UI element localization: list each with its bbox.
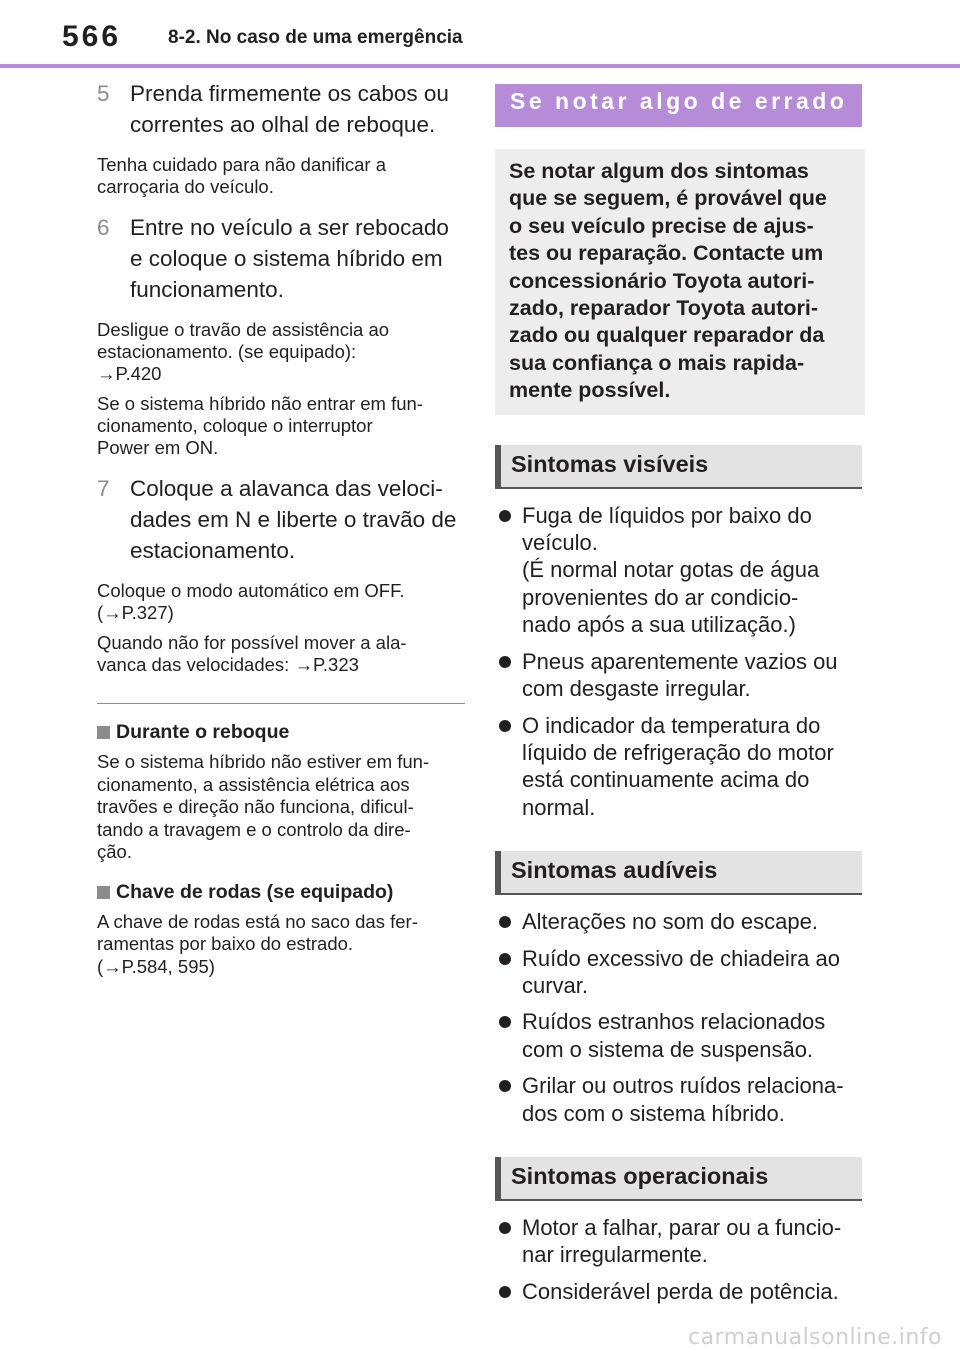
symptom-list (495, 1214, 865, 1305)
subsection-heading (97, 721, 465, 744)
step-text (130, 78, 465, 140)
text-line: Coloque o modo automático em OFF. (97, 580, 405, 601)
subsection-heading (97, 881, 465, 904)
step-note (97, 632, 465, 676)
text-line: está continuamente acima do (522, 767, 810, 793)
text-line: Desligue o travão de assistência ao (97, 319, 390, 340)
list-item-text (522, 908, 865, 935)
list-item (495, 1278, 865, 1305)
list-item (495, 502, 865, 639)
section-banner: Se notar algo de errado (495, 84, 862, 127)
step-note (97, 393, 465, 459)
list-item (495, 712, 865, 822)
left-column (97, 78, 465, 978)
text-line: tando a travagem e o controlo da dire- (97, 818, 411, 840)
list-item (495, 908, 865, 935)
bullet-dot-icon (495, 1214, 522, 1269)
section-title: 8-2. No caso de uma emergência (168, 27, 463, 48)
text-line: correntes ao olhal de reboque. (130, 112, 436, 137)
step-number: 7 (97, 476, 110, 501)
step-block (97, 78, 465, 198)
text-line: normal. (522, 794, 596, 820)
step-block (97, 212, 465, 459)
bullet-dot-icon (495, 945, 522, 1000)
text-line: Coloque a alavanca das veloci- (130, 476, 443, 501)
text-line: Considerável perda de potência. (522, 1278, 839, 1304)
text-line: Ruídos estranhos relacionados (522, 1009, 826, 1035)
list-item-text (522, 1214, 865, 1269)
text-line: líquido de refrigeração do motor (522, 739, 834, 765)
text-line: travões e direção não funciona, dificul- (97, 796, 414, 817)
text-line: dades em N e liberte o travão de (130, 507, 457, 532)
step-text (130, 212, 465, 305)
text-line: ramentas por baixo do estrado. (97, 933, 354, 954)
step-item (97, 212, 465, 305)
text-line: cionamento, coloque o interruptor (97, 415, 373, 436)
text-line: (É normal notar gotas de água (522, 557, 820, 583)
text-line: funcionamento. (130, 277, 284, 302)
symptom-heading: Sintomas audíveis (495, 851, 862, 895)
symptom-heading: Sintomas operacionais (495, 1157, 862, 1201)
text-line: A chave de rodas está no saco das fer- (97, 910, 418, 932)
list-item-text (522, 1278, 865, 1305)
text-line: Fuga de líquidos por baixo do (522, 502, 812, 528)
text-line: zado, reparador Toyota autori- (509, 296, 818, 321)
bullet-dot-icon (495, 1008, 522, 1063)
text-line: (→P.584, 595) (97, 955, 215, 977)
text-line: e coloque o sistema híbrido em (130, 246, 443, 271)
header-rule (0, 64, 960, 68)
text-line: Se o sistema híbrido não estiver em fun- (97, 751, 430, 772)
text-line: com desgaste irregular. (522, 676, 751, 702)
text-line: (→P.327) (97, 602, 174, 623)
bullet-dot-icon (495, 1278, 522, 1305)
step-item (97, 473, 465, 566)
text-line: com o sistema de suspensão. (522, 1036, 814, 1062)
list-item (495, 648, 865, 703)
step-note (97, 319, 465, 385)
step-text (130, 473, 465, 566)
text-line: estacionamento. (se equipado): (97, 341, 357, 362)
step-note (97, 580, 465, 624)
text-line: mente possível. (509, 378, 671, 403)
bullet-dot-icon (495, 908, 522, 935)
text-line: sua confiança o mais rapida- (509, 350, 805, 375)
subsection-body (97, 911, 465, 979)
section-divider (97, 703, 465, 704)
text-line: zado ou qualquer reparador da (509, 323, 825, 348)
list-item-text (522, 712, 865, 822)
list-item (495, 1072, 865, 1127)
text-line: Power em ON. (97, 437, 219, 458)
text-line: →P.420 (97, 363, 162, 384)
info-sections (97, 721, 465, 978)
step-number: 6 (97, 215, 110, 240)
text-line: tes ou reparação. Contacte um (509, 241, 824, 266)
list-item (495, 1214, 865, 1269)
step-item (97, 78, 465, 140)
text-line: Entre no veículo a ser rebocado (130, 215, 449, 240)
text-line: cionamento, a assistência elétrica aos (97, 773, 410, 795)
bullet-dot-icon (495, 648, 522, 703)
subsection-title: Durante o reboque (116, 721, 290, 743)
text-line: O indicador da temperatura do (522, 712, 821, 738)
text-line: ção. (97, 841, 132, 862)
text-line: vanca das velocidades: →P.323 (97, 654, 359, 675)
bullet-dot-icon (495, 1072, 522, 1127)
page-number: 566 (62, 20, 122, 53)
text-line: Alterações no som do escape. (522, 909, 818, 935)
list-item-text (522, 648, 865, 703)
text-line: estacionamento. (130, 538, 296, 563)
text-line: nar irregularmente. (522, 1242, 708, 1268)
text-line: provenientes do ar condicio- (522, 584, 799, 610)
list-item (495, 945, 865, 1000)
subsection-title: Chave de rodas (se equipado) (116, 880, 394, 903)
list-item-text (522, 945, 865, 1000)
text-line: nado após a sua utilização.) (522, 612, 796, 638)
subsection-body (97, 751, 465, 864)
text-line: Pneus aparentemente vazios ou (522, 648, 838, 674)
text-line: concessionário Toyota autori- (509, 268, 815, 293)
symptom-heading: Sintomas visíveis (495, 445, 862, 489)
text-line: Tenha cuidado para não danificar a (97, 154, 387, 175)
text-line: Quando não for possível mover a ala- (97, 632, 407, 653)
text-line: Se o sistema híbrido não entrar em fun- (97, 393, 423, 414)
list-item-text (522, 1008, 865, 1063)
list-item-text (522, 502, 865, 639)
text-line: que se seguem, é provável que (509, 186, 827, 211)
text-line: veículo. (522, 530, 598, 556)
towing-steps (97, 78, 465, 676)
symptom-list (495, 908, 865, 1127)
text-line: o seu veículo precise de ajus- (509, 213, 814, 238)
text-line: Se notar algum dos sintomas (509, 159, 809, 183)
right-column (495, 84, 865, 1305)
notice-box (495, 149, 865, 415)
text-line: Grilar ou outros ruídos relaciona- (522, 1073, 844, 1099)
square-bullet-icon (97, 726, 110, 739)
symptom-groups (495, 445, 865, 1306)
symptom-list (495, 502, 865, 821)
step-block (97, 473, 465, 676)
bullet-dot-icon (495, 502, 522, 639)
text-line: carroçaria do veículo. (97, 176, 274, 197)
page-header (0, 0, 960, 72)
text-line: Ruído excessivo de chiadeira ao (522, 945, 840, 971)
text-line: dos com o sistema híbrido. (522, 1100, 785, 1126)
text-line: Prenda firmemente os cabos ou (130, 81, 449, 106)
text-line: Motor a falhar, parar ou a funcio- (522, 1214, 842, 1240)
square-bullet-icon (97, 886, 110, 899)
text-line: curvar. (522, 972, 589, 998)
list-item (495, 1008, 865, 1063)
step-note (97, 154, 465, 198)
step-number: 5 (97, 81, 110, 106)
list-item-text (522, 1072, 865, 1127)
watermark: carmanualsonline.info (688, 1325, 942, 1350)
bullet-dot-icon (495, 712, 522, 822)
